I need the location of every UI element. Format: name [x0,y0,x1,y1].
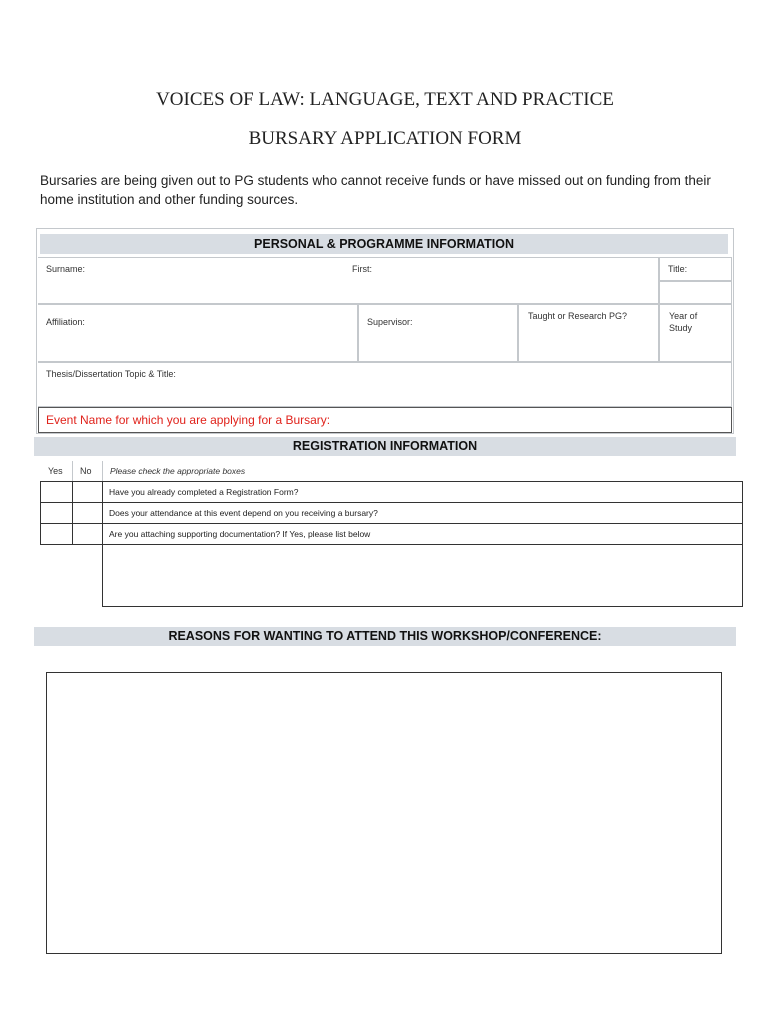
header-divider [102,461,103,481]
supervisor-label: Supervisor: [367,317,413,327]
taught-research-label: Taught or Research PG? [528,311,628,321]
yes-checkbox-q1[interactable] [40,481,73,503]
supervisor-field[interactable] [358,304,518,362]
personal-heading: PERSONAL & PROGRAMME INFORMATION [40,234,728,254]
surname-label: Surname: [46,264,86,274]
header-divider [72,461,73,481]
question-2-text: Does your attendance at this event depend on you receiving a bursary? [109,508,378,518]
event-name-label: Event Name for which you are applying for a Bursary: [46,413,331,427]
yes-checkbox-q3[interactable] [40,523,73,545]
year-of-study-label-1: Year of [669,311,698,321]
form-title-line1: VOICES OF LAW: LANGUAGE, TEXT AND PRACTICE [156,89,614,110]
thesis-label: Thesis/Dissertation Topic & Title: [46,369,176,379]
intro-paragraph: Bursaries are being given out to PG students who cannot receive funds or have missed out on funding from their home institution and other funding sources. [40,173,711,207]
no-checkbox-q2[interactable] [72,502,103,524]
no-checkbox-q3[interactable] [72,523,103,545]
surname-field[interactable] [38,257,659,304]
no-checkbox-q1[interactable] [72,481,103,503]
affiliation-field[interactable] [38,304,358,362]
question-1-text: Have you already completed a Registration Form? [109,487,299,497]
yes-checkbox-q2[interactable] [40,502,73,524]
reasons-textarea[interactable] [46,672,722,954]
title-label: Title: [668,264,688,274]
instruction-text: Please check the appropriate boxes [110,466,246,476]
year-of-study-label-2: Study [669,323,693,333]
registration-heading: REGISTRATION INFORMATION [34,437,736,456]
reasons-heading: REASONS FOR WANTING TO ATTEND THIS WORKSHOP/CONFERENCE: [34,627,736,646]
affiliation-label: Affiliation: [46,317,85,327]
no-column-label: No [80,466,92,476]
supporting-docs-textarea[interactable] [102,544,743,607]
first-name-label: First: [352,264,372,274]
yes-column-label: Yes [48,466,63,476]
question-3-text: Are you attaching supporting documentation? If Yes, please list below [109,529,371,539]
title-value-field[interactable] [659,281,732,304]
form-title-line2: BURSARY APPLICATION FORM [248,128,522,149]
